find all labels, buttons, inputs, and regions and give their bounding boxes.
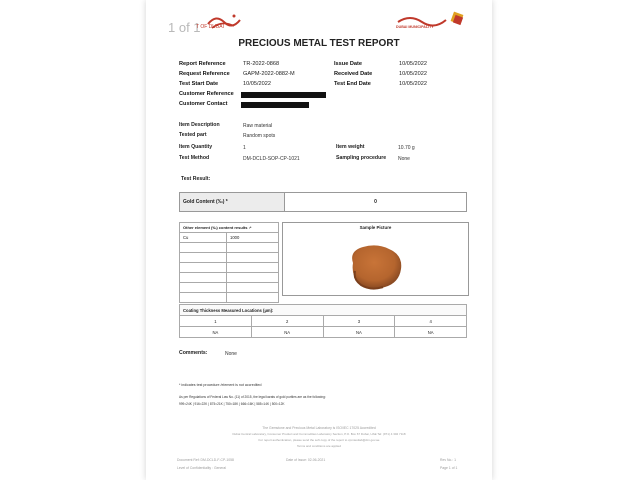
municipality-label: DUBAI MUNICIPALITY [396,25,434,29]
table-row [180,283,279,293]
coating-col-4: 4 [395,316,467,327]
gold-content-table [179,192,467,212]
date-of-issue: Date of Issue: 02-06-2021 [286,458,326,462]
accreditation-note: * indicates test procedure /element is not accredited [179,383,262,387]
other-elements-table [179,222,279,303]
item-desc-value: Raw material [243,123,273,129]
page-number: Page 1 of 1 [440,466,458,470]
item-qty-value: 1 [243,145,246,151]
revision-number: Rev No.: 1 [440,458,457,462]
test-start-value: 10/05/2022 [243,81,271,87]
test-method-label: Test Method [179,155,210,161]
request-ref-value: GAPM-2022-0882-M [243,71,295,77]
test-end-label: Test End Date [334,81,371,87]
gold-content-value: 0 [285,193,467,212]
tested-part-label: Tested part [179,132,207,138]
tested-part-value: Random spots [243,133,276,139]
customer-ref-label: Customer Reference [179,91,234,97]
coating-title: Coating Thickness Measured Locations (µm): [180,305,467,316]
table-row [180,263,279,273]
received-date-label: Received Date [334,71,373,77]
coating-val-3: NA [323,327,395,338]
footer-authentication: For report authentication, please send the soft copy of the report to cpmtestlab@dm.gov.ae [258,438,380,442]
element-value: 1000 [227,233,279,243]
document-ref: Document Ref: DM-DCLD-F-CP-1058 [177,458,234,462]
regulation-note: As per Regulations of Federal Law No. (11) of 2015, the legal karats of gold purities are as the following: [179,395,326,399]
footer-accreditation: The Gemstone and Precious Metal Laboratory is ISO/IEC 17025 Accredited [262,426,376,430]
confidentiality-level: Level of Confidentiality : General [177,466,227,470]
coating-val-4: NA [395,327,467,338]
item-weight-label: Item weight [336,144,365,150]
table-row [180,273,279,283]
test-method-value: DM-DCLD-SOP-CP-1021 [243,156,300,162]
received-date-value: 10/05/2022 [399,71,427,77]
sampling-label: Sampling procedure [336,155,387,161]
gold-content-label: Gold Content (‰) * [180,193,285,212]
item-desc-label: Item Description [179,122,220,128]
government-of-dubai-logo [204,10,244,34]
coating-table [179,304,467,338]
comments-label: Comments: [179,350,208,356]
comments-value: None [225,351,237,357]
table-row [180,243,279,253]
report-page [146,0,492,480]
table-row [180,233,279,243]
request-ref-label: Request Reference [179,71,230,77]
page-indicator: 1 of 1 [168,20,201,35]
coating-val-2: NA [251,327,323,338]
table-row [180,253,279,263]
footer-terms: Terms and conditions are applied [296,444,342,448]
item-qty-label: Item Quantity [179,144,213,150]
coating-val-1: NA [180,327,252,338]
karat-list: 999=24K | 916=22K | 875=21K | 750=18K | 666=16K | 585=14K | 500=12K [179,402,285,406]
test-result-label: Test Result: [181,176,211,182]
coating-col-3: 3 [323,316,395,327]
sample-picture-box [282,222,469,296]
report-ref-value: TR-2022-0868 [243,61,280,67]
sample-picture-label: Sample Picture [359,225,392,230]
footer-address: Dubai Central Laboratory, Consumer Product and Commodities Laboratory Section, P.O. Box 67 Dubai, UAE Tel: (971) 4 302 7118 [232,432,406,436]
report-ref-label: Report Reference [179,61,226,67]
coating-col-2: 2 [251,316,323,327]
sampling-value: None [398,156,410,162]
issue-date-label: Issue Date [334,61,362,67]
report-title: PRECIOUS METAL TEST REPORT [238,38,400,49]
item-weight-value: 10.70 g [398,145,415,151]
table-row [180,293,279,303]
coating-col-1: 1 [180,316,252,327]
govt-label: T OF DUBAI [196,24,224,30]
element-name: Cu [180,233,227,243]
sample-photo [343,241,407,293]
redaction-bar [241,92,326,98]
customer-contact-label: Customer Contact [179,101,228,107]
test-end-value: 10/05/2022 [399,81,427,87]
other-elements-header: Other element (‰) content results :* [180,223,279,233]
test-start-label: Test Start Date [179,81,219,87]
issue-date-value: 10/05/2022 [399,61,427,67]
redaction-bar [241,102,309,108]
